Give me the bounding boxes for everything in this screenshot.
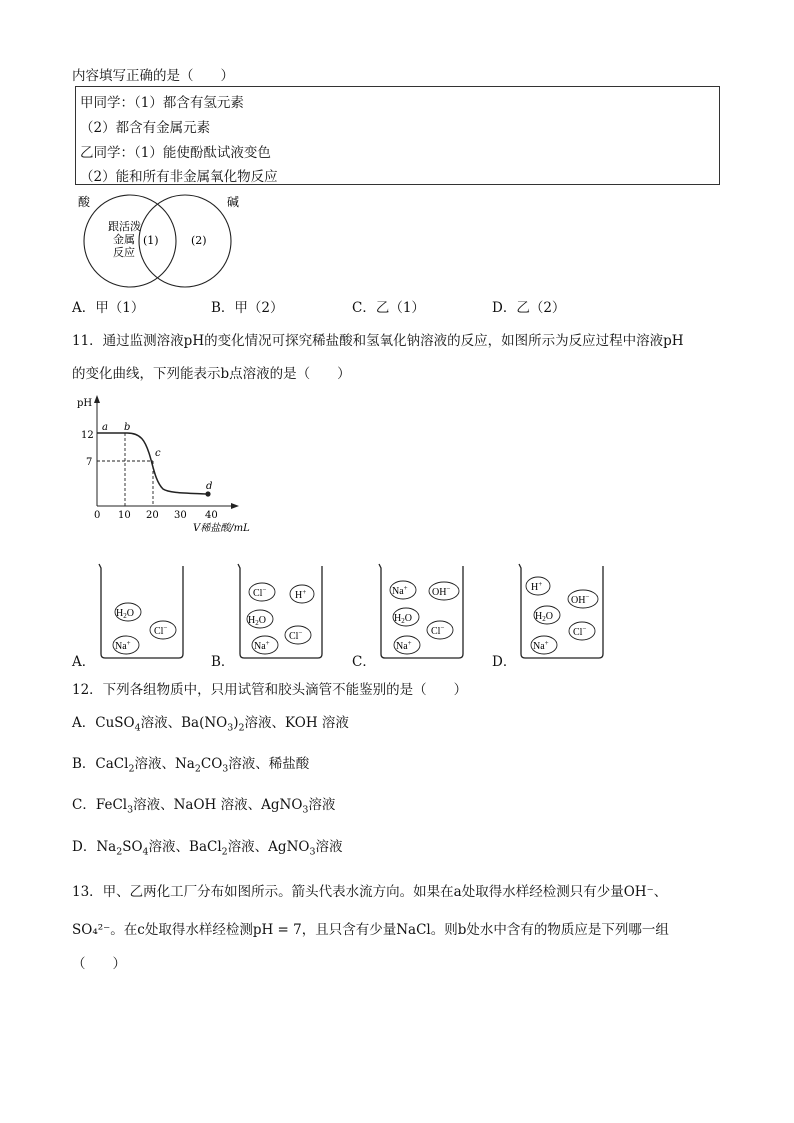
svg-text:H2O: $H_2O$: [248, 615, 266, 627]
x-tick-10: 10: [118, 510, 131, 521]
svg-text:OH−: OH−: [571, 593, 590, 606]
q13-line-2: SO₄²⁻。在c处取得水样经检测pH = 7，且只含有少量NaCl。则b处水中含有的物质应是下列哪一组: [72, 922, 669, 938]
venn-left-text-2: 金属: [113, 233, 135, 246]
x-tick-0: 0: [94, 510, 101, 521]
beaker-c: [373, 562, 465, 662]
q10-option-d: D．乙（2）: [492, 300, 566, 316]
x-axis-label: V稀盐酸/mL: [193, 523, 250, 534]
q10-stem-tail: 内容填写正确的是（ ）: [72, 68, 234, 84]
q10-option-c: C．乙（1）: [352, 300, 425, 316]
y-tick-12: 12: [81, 430, 94, 441]
q13-line-3: （ ）: [72, 956, 126, 972]
ph-chart: [75, 393, 250, 543]
y-axis-arrow: [94, 395, 100, 403]
point-d-label: d: [206, 481, 213, 492]
point-b-label: b: [124, 422, 131, 433]
svg-text:Cl−: Cl−: [573, 625, 587, 638]
q11-option-b-letter: B．: [211, 654, 235, 670]
x-tick-40: 40: [205, 510, 218, 521]
q11-option-d-letter: D．: [492, 654, 517, 670]
venn-right-text: (2): [191, 234, 207, 247]
venn-diagram: [75, 192, 245, 292]
box-line-2: （2）都含有金属元素: [80, 120, 211, 136]
x-tick-30: 30: [174, 510, 187, 521]
q11-line-2: 的变化曲线，下列能表示b点溶液的是（ ）: [72, 366, 351, 382]
q10-option-b: B．甲（2）: [211, 300, 284, 316]
q10-option-a: A．甲（1）: [72, 300, 145, 316]
point-d-dot: [205, 491, 210, 496]
svg-text:Cl−: Cl−: [431, 624, 445, 637]
venn-mid-text: (1): [143, 234, 159, 247]
x-tick-20: 20: [146, 510, 159, 521]
svg-text:Na+: Na+: [392, 584, 408, 597]
q11-option-a-letter: A．: [72, 654, 96, 670]
svg-text:H2O: $H_2O$: [535, 611, 553, 623]
box-line-4: （2）能和所有非金属氧化物反应: [80, 169, 278, 185]
venn-left-text-3: 反应: [113, 246, 135, 259]
beaker-a: [93, 562, 185, 662]
q12-option-d: D．$Na_2SO_4$溶液、BaCl$_2$溶液、AgNO$_3$溶液: [72, 839, 343, 858]
venn-right-title: 碱: [227, 195, 240, 209]
svg-text:Cl−: Cl−: [289, 629, 303, 642]
svg-text:Na+: Na+: [115, 639, 131, 652]
y-tick-7: 7: [86, 457, 93, 468]
svg-text:Na+: Na+: [396, 639, 412, 652]
venn-left-title: 酸: [78, 195, 91, 209]
svg-text:H2O: $H_2O$: [394, 613, 412, 625]
svg-text:Cl−: Cl−: [253, 586, 267, 599]
point-c-label: c: [155, 448, 161, 459]
svg-text:Na+: Na+: [254, 639, 270, 652]
svg-text:H2O: $H_2O$: [116, 608, 134, 620]
svg-text:H+: H+: [295, 588, 307, 601]
q10-answer-box: [75, 86, 720, 185]
ph-curve: [97, 433, 207, 494]
venn-left-text-1: 跟活泼: [108, 220, 141, 233]
svg-text:OH−: OH−: [432, 585, 451, 598]
box-line-1: 甲同学：（1）都含有氢元素: [80, 95, 244, 111]
q12-option-b: B．CaCl$_2$溶液、$Na_2CO_3$溶液、稀盐酸: [72, 756, 310, 775]
svg-text:Na+: Na+: [533, 639, 549, 652]
q11-option-c-letter: C．: [352, 654, 376, 670]
svg-text:H+: H+: [531, 580, 543, 593]
svg-text:Cl−: Cl−: [154, 624, 168, 637]
point-a-label: a: [102, 422, 108, 433]
q13-line-1: 13．甲、乙两化工厂分布如图所示。箭头代表水流方向。如果在a处取得水样经检测只有少量OH⁻、: [72, 884, 668, 900]
q11-line-1: 11．通过监测溶液pH的变化情况可探究稀盐酸和氢氧化钠溶液的反应，如图所示为反应过程中溶液pH: [72, 333, 684, 349]
q12-stem: 12．下列各组物质中，只用试管和胶头滴管不能鉴别的是（ ）: [72, 682, 468, 698]
box-line-3: 乙同学：（1）能使酚酞试液变色: [80, 145, 271, 161]
q12-option-a: A．CuSO$_4$溶液、$Ba(NO_3)_2$溶液、KOH 溶液: [72, 715, 349, 734]
x-axis-arrow: [231, 503, 239, 509]
y-axis-label: pH: [77, 398, 93, 409]
beaker-b: [232, 562, 324, 662]
beaker-d: [513, 562, 605, 662]
q12-option-c: C．FeCl$_3$溶液、NaOH 溶液、AgNO$_3$溶液: [72, 797, 336, 816]
